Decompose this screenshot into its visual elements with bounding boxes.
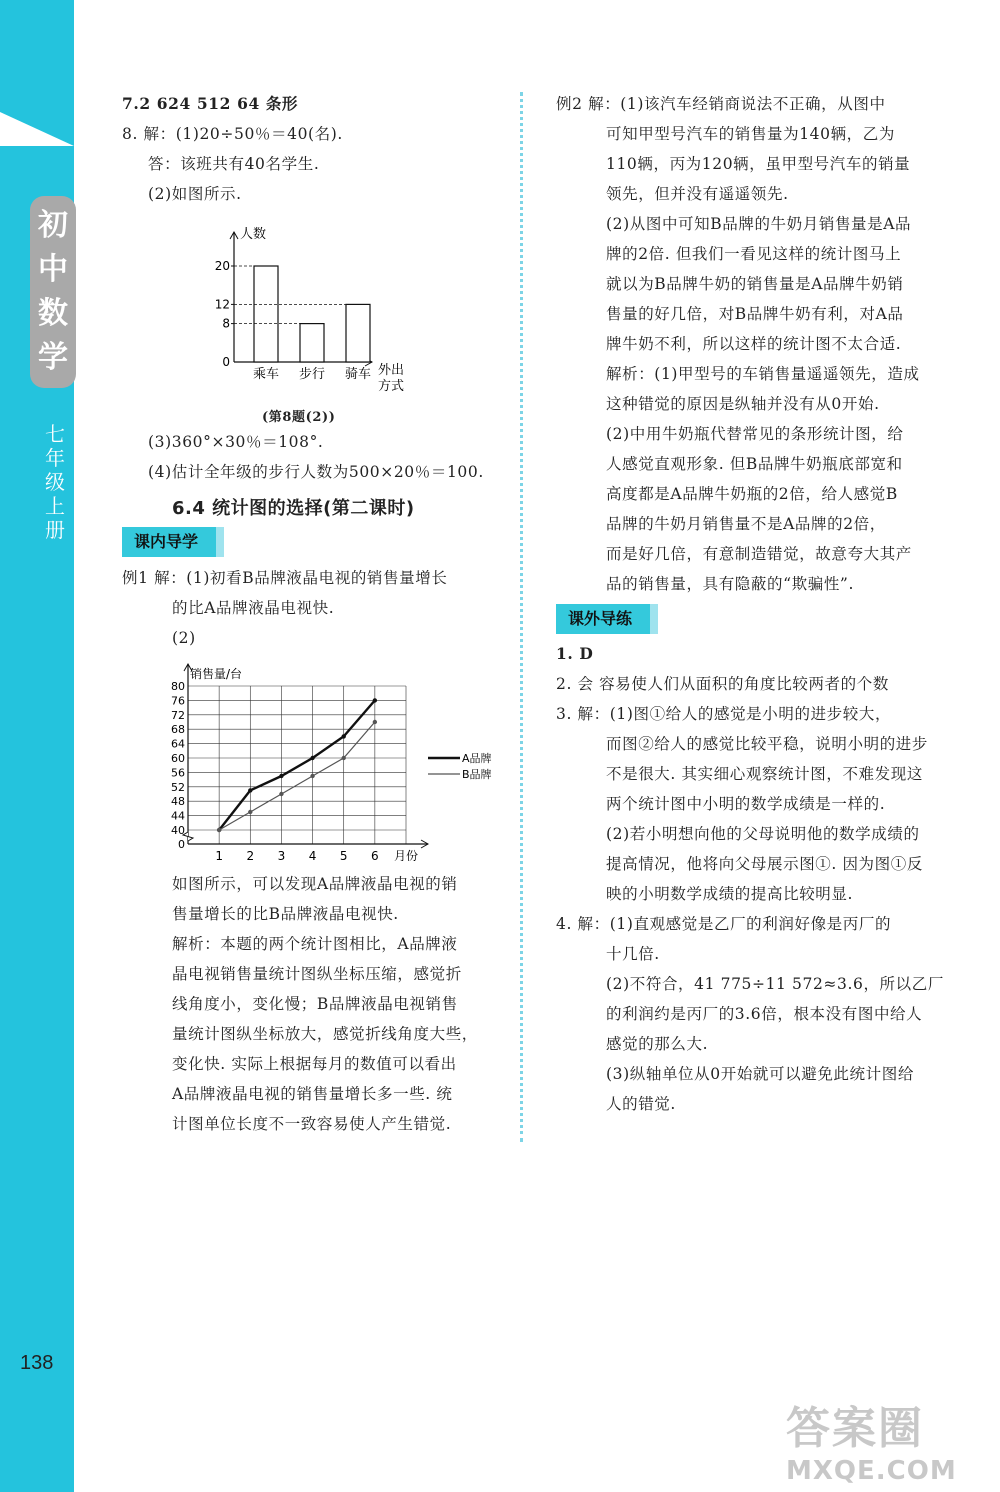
data-point bbox=[248, 788, 252, 792]
x-tick-label: 4 bbox=[308, 849, 317, 863]
data-point bbox=[279, 774, 283, 778]
answer-8-line: 答：该班共有40名学生. bbox=[148, 155, 320, 173]
series-line bbox=[219, 722, 375, 830]
answer-7: 7.2 624 512 64 条形 bbox=[122, 94, 299, 113]
y-tick-label: 60 bbox=[171, 752, 185, 765]
answer-line: 的利润约是丙厂的3.6倍，根本没有图中给人 bbox=[606, 1005, 923, 1023]
example-2-line: 而是好几倍，有意制造错觉，故意夸大其产 bbox=[606, 545, 912, 563]
example-1-line: (2) bbox=[172, 629, 196, 647]
grade-char: 级 bbox=[45, 470, 65, 494]
subject-tab bbox=[30, 196, 76, 388]
line-chart-example-1 bbox=[150, 658, 520, 868]
data-point bbox=[373, 720, 377, 724]
example-2-line: 品的销售量，具有隐蔽的“欺骗性”. bbox=[606, 575, 854, 593]
bar bbox=[254, 266, 278, 362]
y-axis-label: 人数 bbox=[240, 227, 267, 242]
y-tick-label: 48 bbox=[171, 795, 185, 809]
x-axis-label: 月份 bbox=[394, 849, 419, 863]
answer-line: (2)不符合，41 775÷11 572≈3.6，所以乙厂 bbox=[606, 975, 944, 993]
answer-8-line: 8. 解：(1)20÷50％＝40(名). bbox=[122, 125, 343, 143]
x-axis-label: 外出 bbox=[378, 363, 405, 378]
bar bbox=[346, 304, 370, 362]
example-2-line: 人感觉直观形象. 但B品牌牛奶瓶底部宽和 bbox=[606, 455, 903, 473]
example-2-line: 可知甲型号汽车的销售量为140辆，乙为 bbox=[606, 125, 895, 143]
answer-line: 3. 解：(1)图①给人的感觉是小明的进步较大， bbox=[556, 705, 892, 723]
y-tick-label: 8 bbox=[222, 316, 230, 331]
example-1-line: 例1 解：(1)初看B品牌液晶电视的销售量增长 bbox=[122, 569, 448, 587]
subject-char: 中 bbox=[38, 252, 68, 287]
section-header-in-class: 课内导学 bbox=[122, 527, 216, 557]
section-title: 6.4 统计图的选择(第二课时) bbox=[172, 498, 415, 519]
example-2-line: 这种错觉的原因是纵轴并没有从0开始. bbox=[606, 395, 880, 413]
answer-line: 两个统计图中小明的数学成绩是一样的. bbox=[606, 795, 886, 813]
y-tick-label: 0 bbox=[178, 838, 185, 851]
example-1-line: 售量增长的比B品牌液晶电视快. bbox=[172, 905, 399, 923]
bar bbox=[300, 324, 324, 362]
y-tick-label: 40 bbox=[171, 824, 185, 837]
column-divider bbox=[520, 92, 523, 1142]
subject-char: 数 bbox=[38, 296, 68, 331]
answer-line: 4. 解：(1)直观感觉是乙厂的利润好像是丙厂的 bbox=[556, 915, 892, 933]
example-2-line: 售量的好几倍，对B品牌牛奶有利，对A品 bbox=[606, 305, 904, 323]
x-axis-label: 方式 bbox=[378, 379, 405, 394]
answer-line: (2)若小明想向他的父母说明他的数学成绩的 bbox=[606, 825, 920, 843]
x-tick-label: 5 bbox=[339, 849, 348, 863]
example-1-line: 晶电视销售量统计图纵坐标压缩，感觉折 bbox=[172, 965, 462, 983]
answer-line: 十几倍. bbox=[606, 945, 660, 963]
y-tick-label: 64 bbox=[171, 737, 185, 751]
example-2-line: 领先，但并没有遥遥领先. bbox=[606, 185, 789, 203]
figure-caption: (第8题(2)) bbox=[262, 410, 336, 425]
example-1-line: 解析：本题的两个统计图相比，A品牌液 bbox=[172, 935, 458, 953]
grade-char: 上 bbox=[45, 494, 65, 518]
answer-line: 2. 会 容易使人们从面积的角度比较两者的个数 bbox=[556, 675, 889, 693]
y-tick-label: 20 bbox=[214, 259, 230, 273]
x-tick-label: 乘车 bbox=[252, 367, 280, 382]
y-tick-label: 52 bbox=[171, 780, 185, 794]
watermark-title: 答案圈 bbox=[786, 1403, 924, 1454]
series-line bbox=[219, 700, 375, 830]
grade-char: 年 bbox=[45, 446, 65, 470]
answer-8-line: (3)360°×30％＝108°. bbox=[148, 433, 324, 451]
data-point bbox=[342, 734, 346, 738]
example-1-line: 变化快. 实际上根据每月的数值可以看出 bbox=[172, 1055, 457, 1073]
x-tick-label: 2 bbox=[246, 849, 255, 863]
x-tick-label: 6 bbox=[371, 849, 379, 863]
answer-line: 感觉的那么大. bbox=[606, 1035, 709, 1053]
data-point bbox=[279, 792, 283, 796]
example-2-line: 就以为B品牌牛奶的销售量是A品牌牛奶销 bbox=[606, 275, 904, 293]
legend-label: A品牌 bbox=[462, 752, 492, 765]
example-2-line: 牌的2倍. 但我们一看见这样的统计图马上 bbox=[606, 245, 902, 263]
example-1-line: 的比A品牌液晶电视快. bbox=[172, 599, 335, 617]
answer-line: 人的错觉. bbox=[606, 1095, 676, 1113]
example-1-line: 如图所示，可以发现A品牌液晶电视的销 bbox=[172, 875, 458, 893]
y-tick-label: 68 bbox=[171, 723, 185, 737]
example-2-line: 品牌的牛奶月销售量不是A品牌的2倍， bbox=[606, 515, 886, 533]
example-2-line: 解析：(1)甲型号的车销售量遥遥领先，造成 bbox=[606, 365, 920, 383]
y-tick-label: 72 bbox=[171, 708, 185, 722]
section-header-out-class: 课外导练 bbox=[556, 604, 650, 634]
example-2-line: 高度都是A品牌牛奶瓶的2倍，给人感觉B bbox=[606, 485, 898, 503]
answer-line: 而图②给人的感觉比较平稳，说明小明的进步 bbox=[606, 735, 929, 753]
y-tick-label: 12 bbox=[214, 297, 230, 312]
x-tick-label: 骑车 bbox=[344, 367, 372, 382]
data-point bbox=[342, 756, 346, 760]
example-2-line: (2)从图中可知B品牌的牛奶月销售量是A品 bbox=[606, 215, 912, 233]
y-axis-label: 销售量/台 bbox=[190, 667, 243, 681]
page-number: 138 bbox=[20, 1352, 54, 1374]
data-point bbox=[248, 810, 252, 814]
answer-line: 1. D bbox=[556, 644, 594, 663]
answer-8-line: (4)估计全年级的步行人数为500×20％＝100. bbox=[148, 463, 484, 481]
example-1-line: A品牌液晶电视的销售量增长多一些. 统 bbox=[172, 1085, 453, 1103]
example-1-line: 线角度小，变化慢；B品牌液晶电视销售 bbox=[172, 995, 458, 1013]
example-1-line: 量统计图纵坐标放大，感觉折线角度大些， bbox=[172, 1025, 478, 1043]
subject-char: 学 bbox=[38, 340, 68, 375]
data-point bbox=[310, 774, 314, 778]
legend-label: B品牌 bbox=[462, 768, 492, 781]
y-tick-label: 76 bbox=[171, 694, 185, 708]
example-2-line: (2)中用牛奶瓶代替常见的条形统计图，给 bbox=[606, 425, 904, 443]
answer-line: 提高情况，他将向父母展示图①. 因为图①反 bbox=[606, 855, 923, 873]
bar-chart-fig8 bbox=[200, 220, 430, 400]
grade-label bbox=[40, 422, 70, 542]
watermark-logo bbox=[786, 1392, 996, 1488]
y-tick-label: 80 bbox=[171, 680, 185, 693]
y-tick-label: 44 bbox=[171, 809, 185, 823]
answer-line: 不是很大. 其实细心观察统计图，不难发现这 bbox=[606, 765, 923, 783]
x-tick-label: 3 bbox=[277, 849, 286, 863]
grade-char: 七 bbox=[45, 422, 65, 446]
data-point bbox=[217, 828, 221, 832]
example-1-line: 计图单位长度不一致容易使人产生错觉. bbox=[172, 1115, 452, 1133]
data-point bbox=[373, 698, 377, 702]
y-tick-label: 0 bbox=[222, 355, 230, 369]
example-2-line: 110辆，丙为120辆，虽甲型号汽车的销量 bbox=[606, 155, 911, 173]
answer-8-line: (2)如图所示. bbox=[148, 185, 242, 203]
data-point bbox=[310, 756, 314, 760]
grade-char: 册 bbox=[45, 518, 65, 542]
x-tick-label: 1 bbox=[215, 849, 223, 863]
example-2-line: 牌牛奶不利，所以这样的统计图不太合适. bbox=[606, 335, 902, 353]
y-tick-label: 56 bbox=[171, 766, 185, 780]
x-tick-label: 步行 bbox=[298, 367, 326, 382]
example-2-line: 例2 解：(1)该汽车经销商说法不正确，从图中 bbox=[556, 95, 886, 113]
watermark-url: MXQE.COM bbox=[786, 1456, 957, 1486]
subject-char: 初 bbox=[38, 208, 68, 243]
answer-line: 映的小明数学成绩的提高比较明显. bbox=[606, 885, 854, 903]
answer-line: (3)纵轴单位从0开始就可以避免此统计图给 bbox=[606, 1065, 914, 1083]
